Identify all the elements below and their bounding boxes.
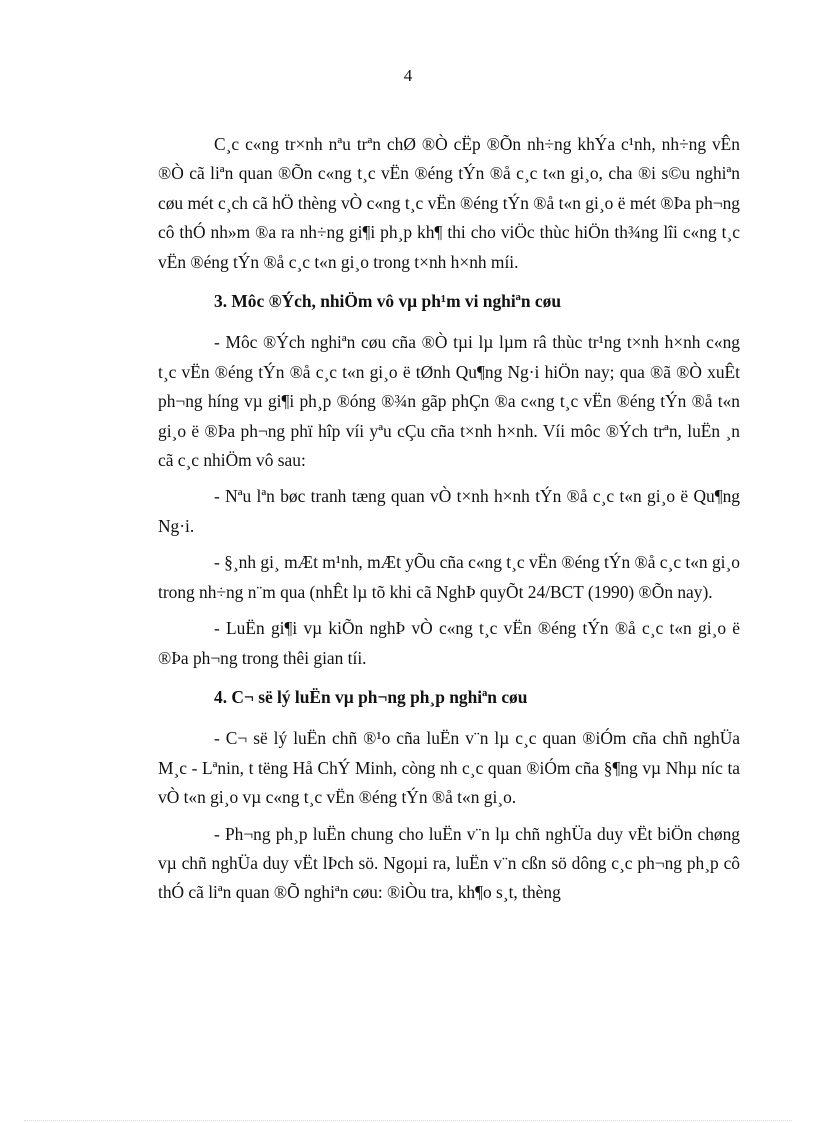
page-number: 4 [403, 66, 413, 85]
page-bottom-divider [24, 1120, 792, 1121]
paragraph-task-1: - Nªu lªn bøc tranh tæng quan vÒ t×nh h×nh tÝn ®å c¸c t«n gi¸o ë Qu¶ng Ng·i. [158, 486, 740, 536]
section-heading-3: 3. Môc ®Ých, nhiÖm vô vµ ph¹m vi nghiªn cøu [214, 291, 561, 312]
paragraph-task-3: - LuËn gi¶i vµ kiÕn nghÞ vÒ c«ng t¸c vËn ®éng tÝn ®å c¸c t«n gi¸o ë ®Þa ph¬ng trong thêi gian tíi. [158, 618, 740, 668]
section-heading-4: 4. C¬ së lý luËn vµ ph¬ng ph¸p nghiªn cøu [214, 686, 528, 707]
paragraph-methodology: - Ph¬ng ph¸p luËn chung cho luËn v¨n lµ chñ nghÜa duy vËt biÖn chøng vµ chñ nghÜa duy vËt lÞch sö. Ngoµi ra, luËn v¨n cßn sö dông c¸c ph¬ng ph¸p cô thÓ cã liªn quan ®Õ nghiªn cøu: ®iÒu tra, kh¶o s¸t, thèng [158, 823, 740, 903]
paragraph-prior-works: C¸c c«ng tr×nh nªu trªn chØ ®Ò cËp ®Õn nh÷ng khÝa c¹nh, nh÷ng vÊn ®Ò cã liªn quan ®Õn c«ng t¸c vËn ®éng tÝn ®å c¸c t«n gi¸o, cha ®i s©u nghiªn cøu mét c¸ch cã hÖ thèng vÒ c«ng t¸c vËn ®éng tÝn ®å t«n gi¸o ë mét ®Þa ph¬ng cô thÓ nh»m ®a ra nh÷ng gi¶i ph¸p kh¶ thi cho viÖc thùc hiÖn th¾ng lîi c«ng t¸c vËn ®éng tÝn ®å c¸c t«n gi¸o trong t×nh h×nh míi. [158, 134, 740, 272]
paragraph-purpose: - Môc ®Ých nghiªn cøu cña ®Ò tµi lµ lµm râ thùc tr¹ng t×nh h×nh c«ng t¸c vËn ®éng tÝn ®å c¸c t«n gi¸o ë tØnh Qu¶ng Ng·i hiÖn nay; qua ®ã ®Ò xuÊt ph¬ng híng vµ gi¶i ph¸p ®óng ®¾n gãp phÇn ®a c«ng t¸c vËn ®éng tÝn ®å t«n gi¸o ë ®Þa ph¬ng phï hîp víi yªu cÇu cña t×nh h×nh. Víi môc ®Ých trªn, luËn ¸n cã c¸c nhiÖm vô sau: [158, 332, 740, 471]
paragraph-task-2: - §¸nh gi¸ mÆt m¹nh, mÆt yÕu cña c«ng t¸c vËn ®éng tÝn ®å c¸c t«n gi¸o trong nh÷ng n¨m qua (nhÊt lµ tõ khi cã NghÞ quyÕt 24/BCT (1990) ®Õn nay). [158, 552, 740, 602]
paragraph-theory-basis: - C¬ së lý luËn chñ ®¹o cña luËn v¨n lµ c¸c quan ®iÓm cña chñ nghÜa M¸c - Lªnin, t tëng Hå ChÝ Minh, còng nh c¸c quan ®iÓm cña §¶ng vµ Nhµ níc ta vÒ t«n gi¸o vµ c«ng t¸c vËn ®éng tÝn ®å t«n gi¸o. [158, 728, 740, 808]
document-body [158, 130, 740, 915]
